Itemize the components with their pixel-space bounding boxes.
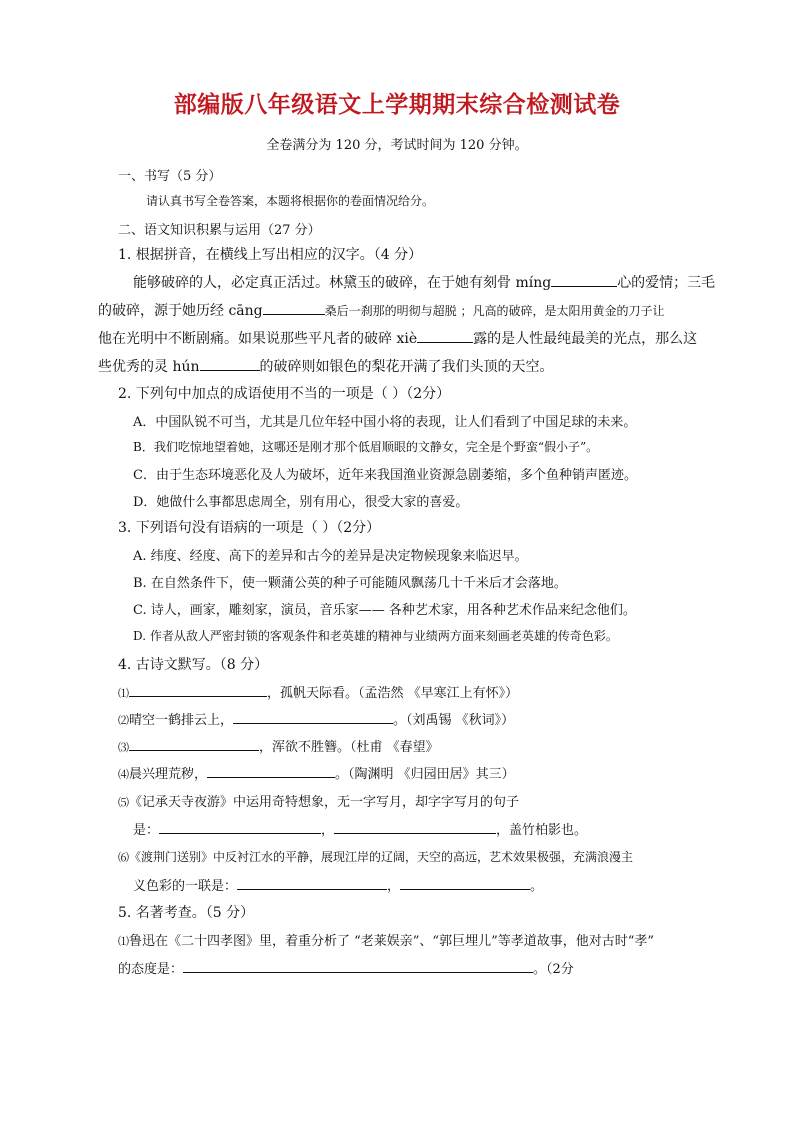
text-segment: 的破碎则如银色的梨花开满了我们头顶的天空。 (259, 359, 554, 375)
question-4-item-5 (118, 791, 519, 810)
question-5-stem: 5. 名著考查。（5 分） (118, 905, 255, 921)
answer-blank[interactable] (334, 819, 496, 834)
answer-blank[interactable] (233, 709, 393, 724)
item-number: ⑸ (118, 796, 129, 809)
question-3-option-a[interactable]: A. 纬度、经度、高下的差异和古今的差异是决定物候现象来临迟早。 (133, 549, 528, 564)
question-5-item-1-answer (118, 958, 574, 977)
text-segment: ， (387, 879, 401, 894)
text-segment: 。 (530, 879, 544, 894)
question-4-item-2 (118, 709, 514, 728)
text-segment: 晨兴理荒秽， (129, 767, 208, 782)
question-1-line-3 (98, 328, 697, 348)
question-3-option-b[interactable]: B. 在自然条件下，使一颗蒲公英的种子可能随风飘荡几十千米后才会落地。 (133, 576, 567, 591)
question-2-stem: 2. 下列句中加点的成语使用不当的一项是（ ）（2分） (118, 386, 451, 402)
text-segment: ，浑欲不胜簪。（杜甫 《春望》 (259, 740, 439, 755)
text-segment: 《记承天寺夜游》中运用奇特想象，无一字写月，却字字写月的句子 (129, 795, 520, 810)
text-segment: 。（刘禹锡 《秋词》） (393, 713, 515, 728)
question-4-item-5-answer (133, 819, 587, 838)
text-segment: 些优秀的灵 hún (98, 359, 200, 375)
question-4-stem: 4. 古诗文默写。（8 分） (118, 657, 269, 673)
question-2-option-d[interactable]: D．她做什么事都思虑周全，别有用心，很受大家的喜爱。 (133, 495, 469, 510)
question-2-option-b[interactable]: B．我们吃惊地望着她，这哪还是刚才那个低眉顺眼的文静女，完全是个野蛮“假小子”。 (133, 440, 599, 454)
text-segment: ，盖竹柏影也。 (496, 823, 588, 838)
answer-blank[interactable] (551, 272, 617, 287)
answer-blank[interactable] (183, 958, 533, 973)
text-segment: 晴空一鹤排云上， (129, 713, 234, 728)
answer-blank[interactable] (129, 682, 267, 697)
section-1-heading: 一、书写（5 分） (118, 169, 222, 184)
answer-blank[interactable] (400, 875, 530, 890)
section-1-body: 请认真书写全卷答案，本题将根据你的卷面情况给分。 (146, 194, 435, 208)
text-segment: 能够破碎的人，必定真正活过。林黛玉的破碎，在于她有刻骨 míng (133, 275, 552, 291)
item-number: ⑴ (118, 687, 129, 700)
exam-subtitle: 全卷满分为 120 分，考试时间为 120 分钟。 (266, 138, 528, 153)
question-5-item-1 (118, 930, 654, 949)
page-title: 部编版八年级语文上学期期末综合检测试卷 (173, 92, 621, 118)
question-1-line-4 (98, 356, 554, 376)
answer-blank[interactable] (237, 875, 387, 890)
question-2-option-c[interactable]: C．由于生态环境恶化及人为破坏，近年来我国渔业资源急剧萎缩，多个鱼种销声匿迹。 (133, 468, 637, 483)
answer-blank[interactable] (159, 819, 321, 834)
answer-blank[interactable] (207, 763, 335, 778)
question-2-option-a[interactable]: A．中国队锐不可当，尤其是几位年轻中国小将的表现，让人们看到了中国足球的未来。 (133, 415, 637, 430)
answer-blank[interactable] (263, 300, 325, 315)
question-1-stem: 1. 根据拼音，在横线上写出相应的汉字。（4 分） (118, 247, 423, 263)
text-segment: 鲁迅在《二十四孝图》里，着重分析了 “老莱娱亲”、“郭巨埋儿”等孝道故事，他对古时“孝” (129, 934, 655, 949)
text-segment: 义色彩的一联是： (133, 879, 238, 894)
item-number: ⑷ (118, 768, 129, 781)
question-1-line-2 (98, 300, 664, 320)
text-segment: 《渡荆门送别》中反衬江水的平静，展现江岸的辽阔，天空的高远，艺术效果极强，充满浪漫主 (129, 850, 634, 864)
item-number: ⑵ (118, 714, 129, 727)
text-segment: ， (321, 823, 335, 838)
text-segment: 露的是人性最纯最美的光点，那么这 (473, 331, 698, 347)
text-segment: 心的爱情；三毛 (617, 275, 716, 291)
question-1-line-1 (133, 272, 715, 292)
item-number: ⑴ (118, 935, 129, 948)
section-2-heading: 二、语文知识积累与运用（27 分） (118, 223, 321, 238)
question-4-item-3 (118, 736, 439, 755)
question-4-item-6 (118, 848, 633, 865)
text-segment: 。（2分 (533, 962, 574, 977)
question-4-item-1 (118, 682, 518, 701)
answer-blank[interactable] (417, 328, 473, 343)
answer-blank[interactable] (129, 736, 259, 751)
text-segment: 是： (133, 823, 160, 838)
question-4-item-6-answer (133, 875, 543, 894)
text-segment: 桑后一刹那的明彻与超脱 ；凡高的破碎，是太阳用黄金的刀子让 (324, 304, 665, 318)
answer-blank[interactable] (200, 356, 260, 371)
question-3-option-d[interactable]: D. 作者从敌人严密封锁的客观条件和老英雄的精神与业绩两方面来刻画老英雄的传奇色彩。 (133, 629, 618, 643)
question-3-option-c[interactable]: C. 诗人，画家，雕刻家，演员，音乐家—— 各种艺术家，用各种艺术作品来纪念他们。 (133, 603, 636, 618)
question-4-item-4 (118, 763, 515, 782)
item-number: ⑹ (118, 851, 129, 864)
text-segment: 的态度是： (118, 962, 184, 977)
text-segment: 的破碎，源于她历经 cāng (98, 303, 263, 319)
question-3-stem: 3. 下列语句没有语病的一项是（ ）（2分） (118, 520, 381, 536)
text-segment: ，孤帆天际看。（孟浩然 《早寒江上有怀》） (267, 686, 519, 701)
item-number: ⑶ (118, 741, 129, 754)
text-segment: 他在光明中不断剧痛。如果说那些平凡者的破碎 xiè (98, 331, 418, 347)
text-segment: 。（陶渊明 《归园田居》其三） (335, 767, 515, 782)
